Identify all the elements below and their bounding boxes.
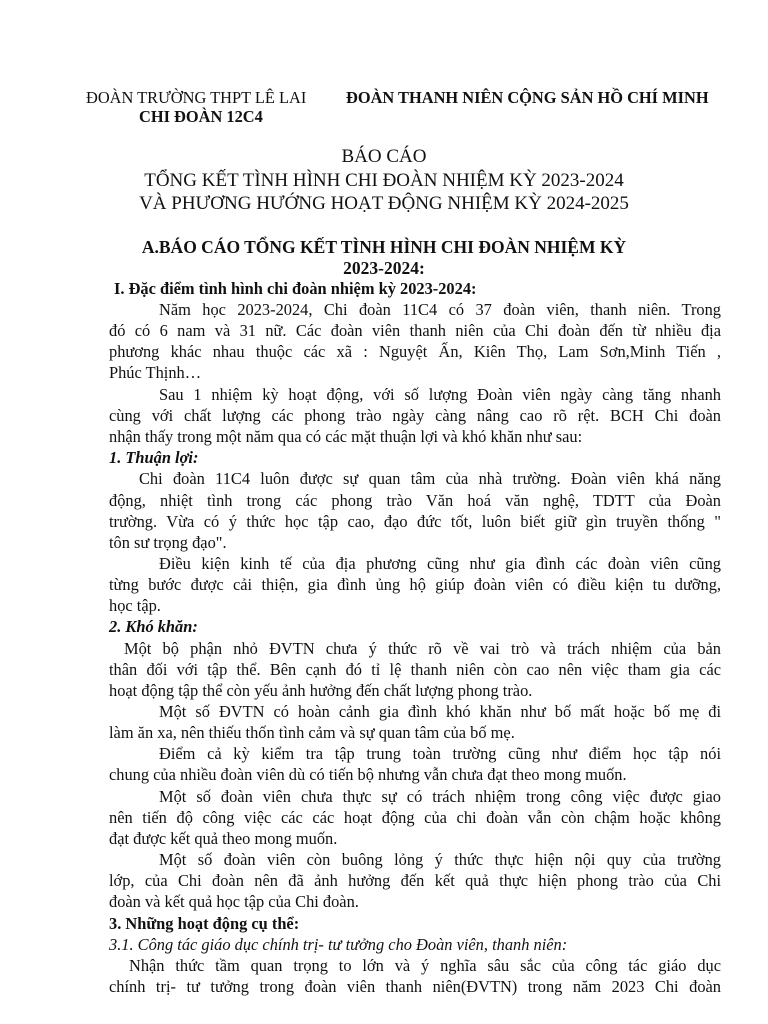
part1-p1-line3: phương khác nhau thuộc các xã : Nguyệt Ấn, Kiên Thọ, Lam Sơn,Minh Tiến , <box>109 342 721 361</box>
part1-p2-line3: nhận thấy trong một năm qua có các mặt thuận lợi và khó khăn như sau: <box>109 427 583 446</box>
advantages-p1-line1: Chi đoàn 11C4 luôn được sự quan tâm của nhà trường. Đoàn viên khá năng <box>139 469 721 488</box>
activities-heading: 3. Những hoạt động cụ thể: <box>109 914 300 933</box>
advantages-p2-line2: từng bước được cải thiện, gia đình ủng hộ giúp đoàn viên có điều kiện tu dưỡng, <box>109 575 721 594</box>
difficulties-p5-line1: Một số đoàn viên còn buông lỏng ý thức thực hiện nội quy của trường <box>159 850 721 869</box>
difficulties-p1-line1: Một bộ phận nhỏ ĐVTN chưa ý thức rõ về vai trò và trách nhiệm của bản <box>124 639 721 658</box>
difficulties-p2-line1: Một số ĐVTN có hoàn cảnh gia đình khó khăn như bố mất hoặc bố mẹ đi <box>159 702 721 721</box>
difficulties-p4-line1: Một số đoàn viên chưa thực sự có trách nhiệm trong công việc được giao <box>159 787 721 806</box>
difficulties-p3-line1: Điểm cả kỳ kiểm tra tập trung toàn trường cũng như điểm học tập nói <box>159 744 721 763</box>
header-left-org: ĐOÀN TRƯỜNG THPT LÊ LAI <box>86 88 307 107</box>
difficulties-p3-line2: chung của nhiều đoàn viên dù có tiến bộ nhưng vẫn chưa đạt theo mong muốn. <box>109 765 627 784</box>
advantages-p1-line2: động, nhiệt tình trong các phong trào Văn hoá văn nghệ, TDTT của Đoàn <box>109 491 721 510</box>
difficulties-p2-line2: làm ăn xa, nên thiếu thốn tình cảm và sự quan tâm của bố mẹ. <box>109 723 515 742</box>
section-a-heading-1: A.BÁO CÁO TỔNG KẾT TÌNH HÌNH CHI ĐOÀN NHIỆM KỲ <box>141 237 627 257</box>
difficulties-heading: 2. Khó khăn: <box>109 617 198 636</box>
report-subtitle-2: VÀ PHƯƠNG HƯỚNG HOẠT ĐỘNG NHIỆM KỲ 2024-2025 <box>139 193 629 214</box>
difficulties-p1-line3: hoạt động tập thể còn yếu ảnh hưởng đến chất lượng phong trào. <box>109 681 533 700</box>
advantages-p2-line1: Điều kiện kinh tế của địa phương cũng như gia đình các đoàn viên cũng <box>159 554 721 573</box>
part1-p1-line2: đó có 6 nam và 31 nữ. Các đoàn viên thanh niên của Chi đoàn đến từ nhiều địa <box>109 321 721 340</box>
part1-p2-line2: cùng với chất lượng các phong trào ngày càng nâng cao rõ rệt. BCH Chi đoàn <box>109 406 721 425</box>
part1-p2-line1: Sau 1 nhiệm kỳ hoạt động, với số lượng Đoàn viên ngày càng tăng nhanh <box>159 385 721 404</box>
report-subtitle-1: TỔNG KẾT TÌNH HÌNH CHI ĐOÀN NHIỆM KỲ 2023-2024 <box>144 170 624 191</box>
activities-p1-line1: Nhận thức tầm quan trọng to lớn và ý nghĩa sâu sắc của công tác giáo dục <box>129 956 721 975</box>
part1-p1-line1: Năm học 2023-2024, Chi đoàn 11C4 có 37 đoàn viên, thanh niên. Trong <box>159 300 721 319</box>
difficulties-p4-line2: nên tiến độ công việc các các hoạt động của chi đoàn vẫn còn chậm hoặc không <box>109 808 721 827</box>
part1-heading: I. Đặc điểm tình hình chi đoàn nhiệm kỳ 2023-2024: <box>114 279 477 298</box>
advantages-p1-line4: tôn sư trọng đạo". <box>109 533 227 552</box>
difficulties-p5-line2: lớp, của Chi đoàn nên đã ảnh hưởng đến kết quả thực hiện phong trào của Chi <box>109 871 721 890</box>
section-a-heading-2: 2023-2024: <box>343 258 425 278</box>
difficulties-p1-line2: thân đối với tập thể. Bên cạnh đó tỉ lệ thanh niên còn cao nên việc tham gia các <box>109 660 721 679</box>
header-right-org: ĐOÀN THANH NIÊN CỘNG SẢN HỒ CHÍ MINH <box>346 88 709 107</box>
advantages-heading: 1. Thuận lợi: <box>109 448 199 467</box>
header-branch: CHI ĐOÀN 12C4 <box>139 107 263 126</box>
difficulties-p4-line3: đạt được kết quả theo mong muốn. <box>109 829 338 848</box>
advantages-p1-line3: trường. Vừa có ý thức học tập cao, đạo đức tốt, luôn biết giữ gìn truyền thống " <box>109 512 721 531</box>
activities-subheading: 3.1. Công tác giáo dục chính trị- tư tưởng cho Đoàn viên, thanh niên: <box>109 935 568 954</box>
activities-p1-line2: chính trị- tư tưởng trong đoàn viên thanh niên(ĐVTN) trong năm 2023 Chi đoàn <box>109 977 721 996</box>
part1-p1-line4: Phúc Thịnh… <box>109 363 202 382</box>
difficulties-p5-line3: đoàn và kết quả học tập của Chi đoàn. <box>109 892 359 911</box>
advantages-p2-line3: học tập. <box>109 596 161 615</box>
report-title: BÁO CÁO <box>341 146 427 167</box>
